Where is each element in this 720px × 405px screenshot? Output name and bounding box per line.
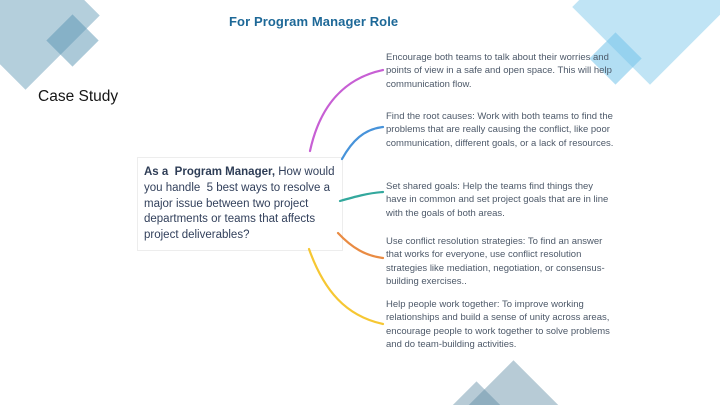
branch-text-open-communication: Encourage both teams to talk about their worries and points of view in a safe and open space. This will help communication flow. xyxy=(386,52,612,90)
question-bold-text: As a Program Manager, xyxy=(144,166,276,178)
slide-title: For Program Manager Role xyxy=(229,14,399,29)
branch-text-conflict-resolution: Use conflict resolution strategies: To find an answer that works for everyone, use conflict resolution strategies like mediation, negotiation, or consensus-building exercises.. xyxy=(386,236,605,288)
case-study-label: Case Study xyxy=(38,88,119,105)
connector-line-4 xyxy=(338,233,383,258)
connector-line-3 xyxy=(340,192,383,201)
branch-text-work-together: Help people work together: To improve working relationships and build a sense of unity across areas, encourage people to work together to solve problems and do team-building activities. xyxy=(386,299,610,351)
branch-text-root-causes: Find the root causes: Work with both teams to find the problems that are really causing the conflict, like poor communication, different goals, or a lack of resources. xyxy=(386,111,614,149)
branch-text-shared-goals: Set shared goals: Help the teams find things they have in common and set project goals that are in line with the goals of both areas. xyxy=(386,181,609,219)
connector-line-5 xyxy=(309,249,383,324)
connector-line-2 xyxy=(342,127,383,159)
connector-line-1 xyxy=(310,70,383,151)
question-rest-text: How would you handle 5 best ways to resolve a major issue between two project departments or teams that affects project deliverables? xyxy=(144,166,338,242)
